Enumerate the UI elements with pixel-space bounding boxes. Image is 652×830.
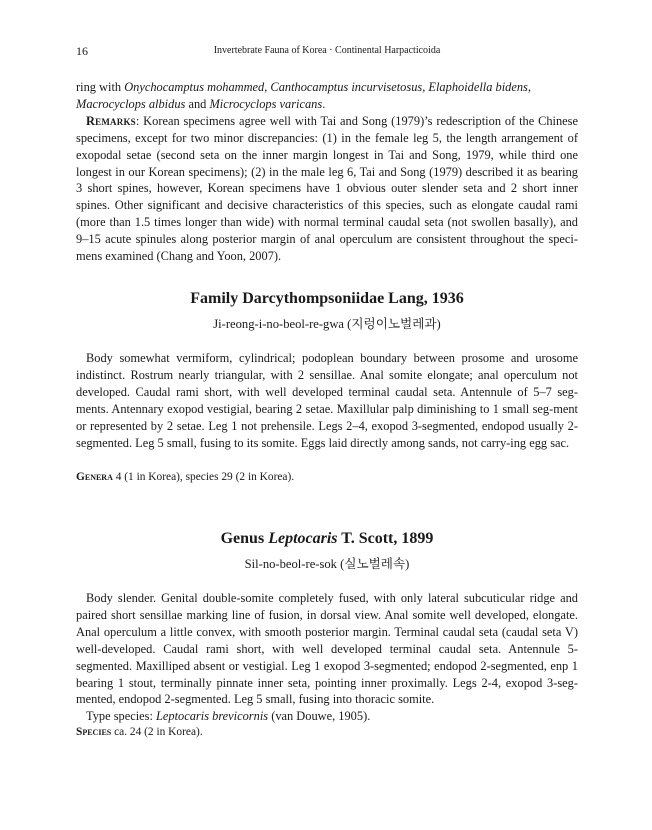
running-title: Invertebrate Fauna of Korea · Continental Harpacticoida (213, 45, 441, 56)
intro-species-albidus: albidus (148, 96, 186, 111)
intro-species-list: Onychocamptus mohammed, Canthocamptus incurvisetosus, Elaphoidella bidens, Macrocyclops (76, 80, 531, 111)
intro-paragraph (76, 79, 578, 265)
family-heading: Family Darcythompsoniidae Lang, 1936 (190, 290, 464, 307)
genera-text: 4 (1 in Korea), species 29 (2 in Korea). (112, 471, 295, 483)
page-number: 16 (76, 44, 88, 58)
type-species-prefix: Type species: (86, 709, 157, 724)
genus-korean-name: Sil-no-beol-re-sok (실노벌레속) (244, 557, 410, 571)
intro-end: . (322, 96, 326, 111)
genus-heading (76, 530, 578, 548)
species-label: Species (76, 726, 112, 738)
intro-prefix: ring with (76, 80, 125, 94)
intro-and: and (185, 96, 210, 111)
type-species-line (76, 708, 578, 725)
genus-description (76, 590, 578, 725)
genus-species-line (76, 726, 578, 738)
remarks-paragraph (76, 113, 578, 265)
genera-label: Genera (76, 471, 113, 483)
genus-description-text: Body slender. Genital double-somite completely fused, with only lateral subcuticular ridge and paired short sensillae marking line of fusion, in dorsal view. Anal somite well developed, elongate. Anal operculum a little convex, with smooth posterior margin. Terminal caudal seta (caudal seta V) well-developed. Caudal rami short, with well developed terminal caudal seta. Antennule 5-segmented. Maxilliped absent or vestigial. Leg 1 exopod 3-segmented; endopod 2-segmented, enp 1 bearing 1 stout, terminally pinnate inner seta, pointing inner proximally. Legs 2-4, exopod 3-seg-mented, endopod 2-segmented. Leg 5 small, fusing into thoracic somite. (76, 591, 578, 707)
genus-title-suffix: T. Scott, 1899 (337, 530, 434, 547)
genus-title-name: Leptocaris (268, 530, 338, 547)
species-text: ca. 24 (2 in Korea). (111, 726, 203, 738)
type-species-name: Leptocaris brevicornis (156, 709, 269, 724)
intro-species-microcyclops: Microcyclops varicans (209, 96, 323, 111)
genus-title-prefix: Genus (220, 530, 269, 547)
remarks-text: : Korean specimens agree well with Tai and Song (1979)’s redescription of the Chinese specimens, except for two minor discrepancies: (1) in the female leg 5, the length arrangement of exopodal setae (second seta on the inner margin longest in Tai and Song, 1979, while third one longest in our Korean specimens); (2) in the male leg 6, Tai and Song (1979) described it as bearing 3 short spines, however, Korean specimens have 1 obvious outer slender seta and 2 short inner spines. Other significant and decisive characteristics of this species, such as elongate caudal rami (more than 1.5 times longer than wide) with normal terminal caudal seta (not swollen basally), and 9–15 acute spinules along posterior margin of anal operculum are consistent throughout the speci-mens examined (Chang and Yoon, 2007). (76, 113, 578, 264)
remarks-label: Remarks (86, 113, 136, 128)
family-description (76, 350, 578, 451)
type-species-suffix: (van Douwe, 1905). (268, 709, 371, 724)
family-genera-line (76, 471, 578, 483)
family-description-text: Body somewhat vermiform, cylindrical; podoplean boundary between prosome and urosome indistinct. Rostrum nearly triangular, with 2 sensillae. Anal somite elongate; anal operculum not developed. Caudal rami short, with well developed terminal caudal seta. Antennule of 5–7 seg-ments. Antennary exopod vestigial, bearing 2 setae. Maxillular palp diminishing to 1 small seg-ment or represented by 2 setae. Leg 1 not prehensile. Legs 2–4, exopod 3-segmented, endopod usually 2-segmented. Leg 5 small, fusing to its somite. Eggs laid directly among sands, not carry-ing egg sac. (76, 351, 578, 450)
running-head (76, 44, 578, 60)
family-korean-name: Ji-reong-i-no-beol-re-gwa (지렁이노벌레과) (213, 317, 441, 331)
